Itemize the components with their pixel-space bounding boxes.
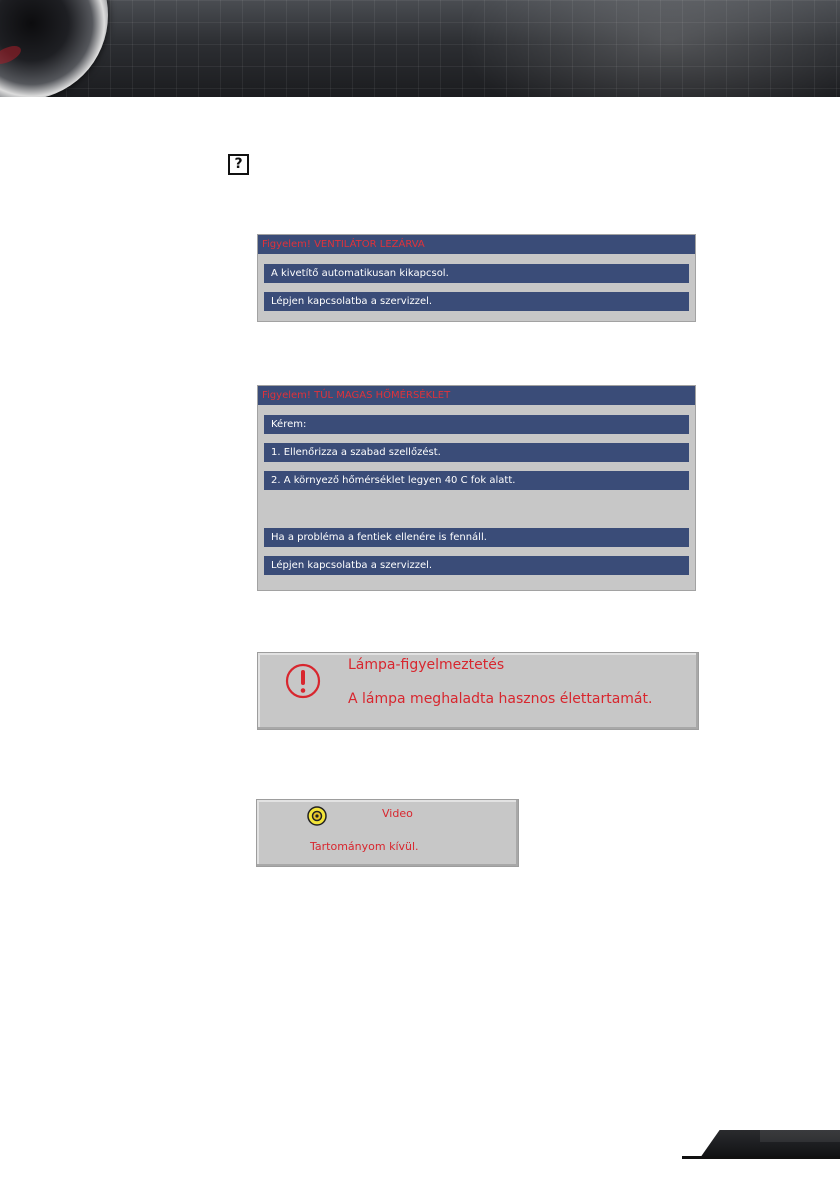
temp-warning-row-1: Kérem: (264, 415, 689, 434)
header-highlight (460, 0, 840, 97)
video-out-of-range-message: Tartományom kívül. (310, 840, 419, 853)
help-question-icon: ? (228, 154, 249, 175)
temp-warning-row-2: 1. Ellenőrizza a szabad szellőzést. (264, 443, 689, 462)
footer-divider-line (682, 1156, 840, 1159)
over-temperature-warning-dialog (257, 385, 696, 591)
lamp-warning-message: A lámpa meghaladta hasznos élettartamát. (348, 691, 653, 707)
video-input-icon (307, 806, 327, 826)
temp-warning-row-3: 2. A környező hőmérséklet legyen 40 C fok alatt. (264, 471, 689, 490)
page-header-banner (0, 0, 840, 97)
fan-warning-title: Figyelem! VENTILÁTOR LEZÁRVA (258, 235, 695, 254)
fan-lock-warning-dialog (257, 234, 696, 322)
fan-warning-row-1: A kivetítő automatikusan kikapcsol. (264, 264, 689, 283)
temp-warning-row-5: Lépjen kapcsolatba a szervizzel. (264, 556, 689, 575)
temp-warning-row-4: Ha a probléma a fentiek ellenére is fennáll. (264, 528, 689, 547)
temp-warning-title: Figyelem! TÚL MAGAS HŐMÉRSÉKLET (258, 386, 695, 405)
fan-warning-row-2: Lépjen kapcsolatba a szervizzel. (264, 292, 689, 311)
video-source-label: Video (382, 807, 413, 820)
video-out-of-range-dialog (256, 799, 519, 867)
exclamation-circle-icon (284, 662, 322, 700)
lamp-warning-title: Lámpa-figyelmeztetés (348, 657, 505, 673)
lamp-warning-dialog (257, 652, 699, 730)
footer-tab-highlight (760, 1130, 840, 1142)
